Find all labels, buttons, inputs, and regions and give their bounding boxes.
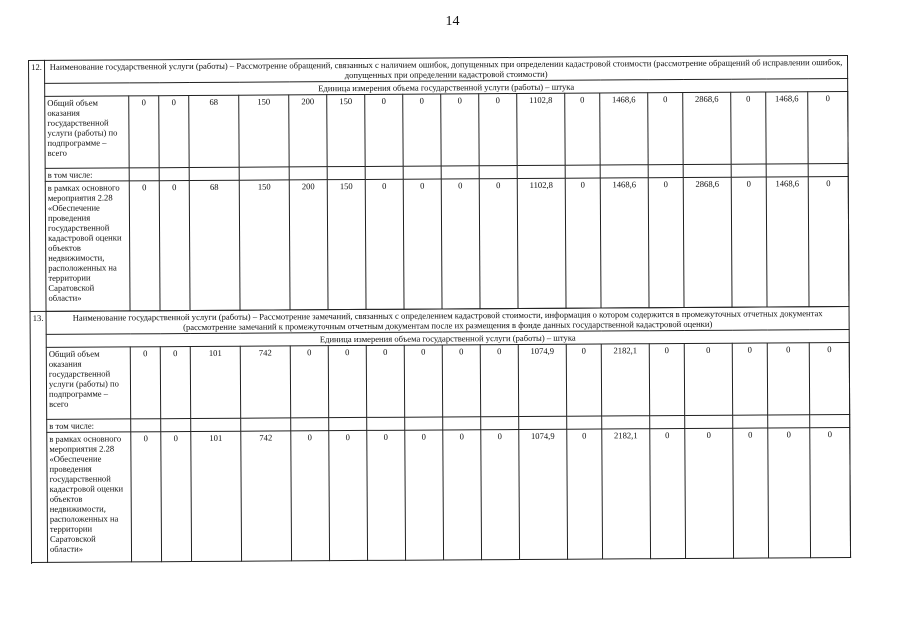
section-index: 12. — [29, 60, 47, 311]
total-value-cell: 0 — [129, 96, 159, 168]
empty-cell — [159, 168, 189, 181]
empty-cell — [733, 415, 768, 428]
empty-cell — [683, 164, 731, 177]
empty-cell — [600, 165, 648, 178]
service-title: Наименование государственной услуги (работы) – Рассмотрение обращений, связанных с наличием ошибок, допущенных при определении кадастровой стоимости (рассмотрение обращений об исправлении ошибок, допущенных при определении кадастровой стоимости) — [45, 55, 848, 83]
total-value-cell: 0 — [731, 92, 766, 164]
total-value-cell: 1468,6 — [600, 93, 648, 165]
total-value-cell: 0 — [328, 345, 366, 417]
empty-cell — [403, 166, 441, 179]
empty-cell — [161, 419, 191, 432]
total-value-cell: 1468,6 — [766, 92, 808, 164]
empty-cell — [731, 164, 766, 177]
total-value-cell: 200 — [289, 95, 327, 167]
total-label: Общий объем оказания государственной услуги (работы) по подпрограмме – всего — [46, 347, 130, 420]
total-value-cell: 1074,9 — [518, 344, 566, 416]
service-title: Наименование государственной услуги (работы) – Рассмотрение замечаний, связанных с определением кадастровой стоимости, информация о котором содержится в промежуточных отчетных документах (рассмотрение замечаний к промежуточным отчетным документам после их размещения в фонде данных государственной кадастровой оценки) — [46, 306, 849, 334]
empty-cell — [565, 165, 600, 178]
total-value-cell: 0 — [566, 344, 601, 416]
activity-value-cell: 0 — [329, 430, 368, 560]
activity-value-cell: 0 — [481, 430, 520, 560]
total-value-cell: 0 — [684, 343, 732, 415]
total-value-cell: 0 — [159, 96, 189, 168]
total-value-cell: 0 — [403, 94, 441, 166]
activity-value-cell: 200 — [289, 180, 328, 310]
activity-value-cell: 0 — [161, 432, 192, 562]
empty-cell — [768, 415, 810, 428]
activity-value-cell: 68 — [189, 180, 240, 310]
activity-value-cell: 0 — [403, 179, 442, 309]
empty-cell — [808, 163, 848, 176]
empty-cell — [443, 417, 481, 430]
total-value-cell: 101 — [190, 346, 240, 418]
total-row — [30, 342, 850, 419]
activity-value-cell: 0 — [129, 181, 160, 311]
total-value-cell: 0 — [808, 91, 849, 163]
total-value-cell: 0 — [809, 342, 850, 414]
activity-value-cell: 1468,6 — [600, 178, 649, 308]
total-value-cell: 0 — [441, 94, 479, 166]
total-value-cell: 0 — [160, 347, 190, 419]
total-value-cell: 0 — [767, 343, 809, 415]
activity-label: в рамках основного мероприятия 2.28 «Обеспечение проведения государственной кадастровой оценки объектов недвижимости, расположенных на территории Саратовской области» — [45, 181, 130, 312]
total-value-cell: 0 — [565, 93, 600, 165]
empty-cell — [441, 166, 479, 179]
empty-cell — [810, 414, 850, 427]
activity-value-cell: 0 — [365, 179, 404, 309]
empty-cell — [289, 167, 327, 180]
empty-cell — [405, 417, 443, 430]
total-value-cell: 0 — [404, 345, 442, 417]
activity-value-cell: 150 — [239, 180, 290, 310]
activity-value-cell: 0 — [443, 430, 482, 560]
activity-value-cell: 1468,6 — [766, 177, 809, 307]
activity-value-cell: 0 — [367, 430, 406, 560]
empty-cell — [189, 167, 239, 180]
including-label: в том числе: — [45, 168, 129, 182]
empty-cell — [191, 418, 241, 431]
total-label: Общий объем оказания государственной услуги (работы) по подпрограмме – всего — [45, 96, 129, 169]
total-value-cell: 0 — [648, 93, 683, 165]
total-row — [29, 91, 849, 168]
empty-cell — [567, 416, 602, 429]
activity-value-cell: 0 — [405, 430, 444, 560]
empty-cell — [329, 417, 367, 430]
total-value-cell: 0 — [732, 343, 767, 415]
activity-value-cell: 0 — [291, 431, 330, 561]
empty-cell — [650, 415, 685, 428]
total-value-cell: 0 — [290, 346, 328, 418]
empty-cell — [327, 166, 365, 179]
activity-value-cell: 0 — [650, 428, 686, 558]
empty-cell — [648, 164, 683, 177]
total-value-cell: 742 — [240, 346, 290, 418]
empty-cell — [367, 417, 405, 430]
total-value-cell: 2868,6 — [683, 92, 731, 164]
unit-of-measure: Единица измерения объема государственной услуги (работы) – штука — [45, 78, 848, 96]
total-value-cell: 0 — [480, 345, 518, 417]
activity-value-cell: 0 — [159, 181, 190, 311]
total-value-cell: 0 — [365, 94, 403, 166]
activity-value-cell: 101 — [191, 431, 242, 561]
total-value-cell: 150 — [239, 95, 289, 167]
document-sheet — [28, 55, 851, 563]
total-value-cell: 1102,8 — [517, 93, 565, 165]
empty-cell — [129, 168, 159, 181]
empty-cell — [517, 165, 565, 178]
total-value-cell: 0 — [479, 94, 517, 166]
activity-row — [31, 427, 851, 562]
total-value-cell: 2182,1 — [601, 344, 649, 416]
activity-value-cell: 1102,8 — [517, 178, 566, 308]
activity-value-cell: 0 — [810, 427, 851, 557]
activity-value-cell: 742 — [241, 431, 292, 561]
total-value-cell: 0 — [366, 345, 404, 417]
activity-value-cell: 0 — [731, 177, 767, 307]
empty-cell — [479, 166, 517, 179]
activity-value-cell: 0 — [648, 177, 684, 307]
empty-cell — [239, 167, 289, 180]
activity-value-cell: 2182,1 — [602, 429, 651, 559]
activity-row — [29, 176, 849, 311]
activity-value-cell: 1074,9 — [519, 429, 568, 559]
activity-value-cell: 0 — [733, 428, 769, 558]
including-label: в том числе: — [47, 419, 131, 433]
activity-value-cell: 0 — [808, 176, 849, 306]
table-body — [29, 55, 851, 562]
activity-value-cell: 0 — [441, 179, 480, 309]
total-value-cell: 150 — [327, 94, 365, 166]
empty-cell — [519, 416, 567, 429]
activity-value-cell: 0 — [565, 178, 601, 308]
activity-value-cell: 0 — [131, 432, 162, 562]
empty-cell — [241, 418, 291, 431]
empty-cell — [131, 419, 161, 432]
page-number: 14 — [445, 14, 460, 29]
empty-cell — [766, 164, 808, 177]
activity-value-cell: 0 — [479, 179, 518, 309]
total-value-cell: 0 — [649, 343, 684, 415]
empty-cell — [481, 417, 519, 430]
empty-cell — [291, 418, 329, 431]
unit-of-measure: Единица измерения объема государственной услуги (работы) – штука — [46, 329, 849, 347]
total-value-cell: 0 — [130, 347, 160, 419]
activity-value-cell: 0 — [685, 428, 734, 558]
activity-value-cell: 150 — [327, 179, 366, 309]
total-value-cell: 0 — [442, 345, 480, 417]
activity-value-cell: 0 — [567, 429, 603, 559]
empty-cell — [685, 415, 733, 428]
activity-value-cell: 0 — [768, 428, 811, 558]
services-table — [28, 55, 851, 563]
empty-cell — [602, 416, 650, 429]
section-index: 13. — [30, 311, 48, 562]
total-value-cell: 68 — [189, 95, 239, 167]
empty-cell — [365, 166, 403, 179]
activity-label: в рамках основного мероприятия 2.28 «Обеспечение проведения государственной кадастровой оценки объектов недвижимости, расположенных на территории Саратовской области» — [47, 432, 132, 563]
activity-value-cell: 2868,6 — [683, 177, 732, 307]
